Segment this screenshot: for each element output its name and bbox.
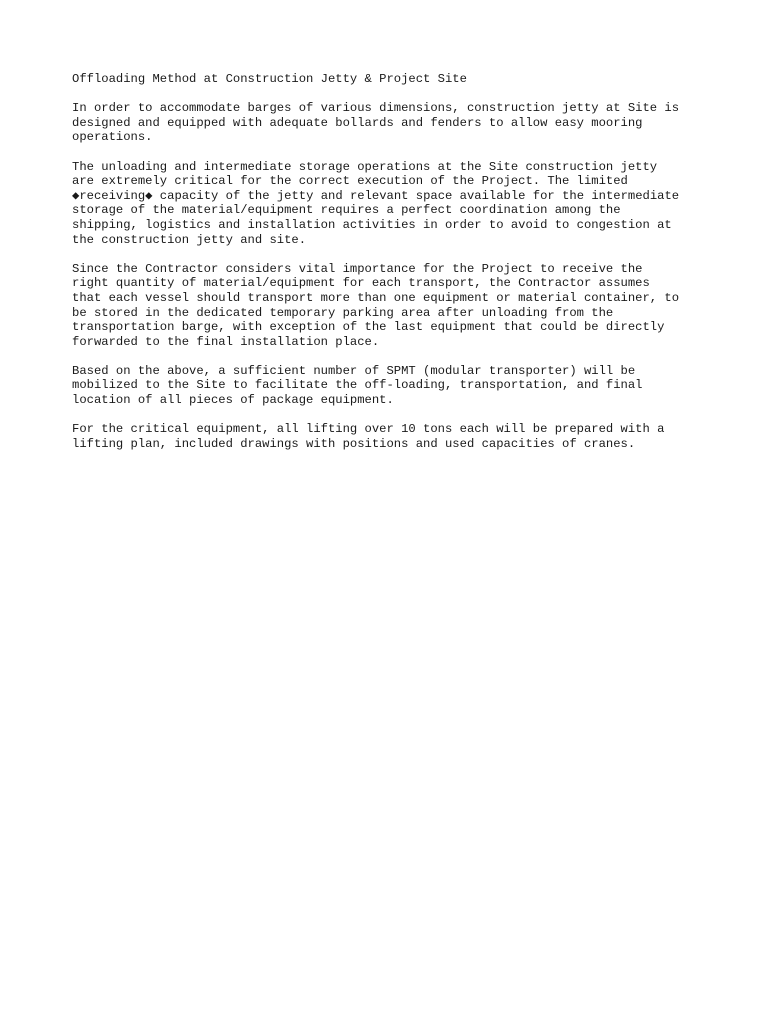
paragraph-line: the construction jetty and site. <box>72 232 307 247</box>
paragraph-line: that each vessel should transport more than one equipment or material container, to <box>72 290 680 305</box>
paragraph-line: designed and equipped with adequate bollards and fenders to allow easy mooring <box>72 115 643 130</box>
paragraph-line: shipping, logistics and installation activities in order to avoid to congestion at <box>72 217 672 232</box>
paragraph-line: location of all pieces of package equipment. <box>72 393 394 408</box>
paragraph-line: ◆receiving◆ capacity of the jetty and relevant space available for the intermediate <box>72 188 680 203</box>
paragraph-storage-operations <box>72 160 712 248</box>
paragraph-line: storage of the material/equipment requires a perfect coordination among the <box>72 203 621 218</box>
paragraph-line: Based on the above, a sufficient number of SPMT (modular transporter) will be <box>72 363 636 378</box>
paragraph-line: forwarded to the final installation place. <box>72 334 380 349</box>
paragraph-line: right quantity of material/equipment for each transport, the Contractor assumes <box>72 276 650 291</box>
paragraph-spmt <box>72 364 712 408</box>
paragraph-line: In order to accommodate barges of various dimensions, construction jetty at Site is <box>72 101 680 116</box>
paragraph-lifting-plan <box>72 422 712 451</box>
paragraph-line: transportation barge, with exception of the last equipment that could be directly <box>72 320 665 335</box>
paragraph-line: be stored in the dedicated temporary parking area after unloading from the <box>72 305 614 320</box>
paragraph-line: operations. <box>72 130 153 145</box>
paragraph-transport-quantity <box>72 262 712 350</box>
paragraph-line: are extremely critical for the correct execution of the Project. The limited <box>72 174 628 189</box>
document-title: Offloading Method at Construction Jetty & Project Site <box>72 72 467 86</box>
paragraph-line: Since the Contractor considers vital importance for the Project to receive the <box>72 261 643 276</box>
paragraph-line: mobilized to the Site to facilitate the off-loading, transportation, and final <box>72 378 643 393</box>
paragraph-line: The unloading and intermediate storage operations at the Site construction jetty <box>72 159 658 174</box>
paragraph-line: For the critical equipment, all lifting over 10 tons each will be prepared with a <box>72 422 665 437</box>
paragraph-line: lifting plan, included drawings with positions and used capacities of cranes. <box>72 436 636 451</box>
paragraph-mooring <box>72 101 712 145</box>
document-page <box>72 72 712 466</box>
